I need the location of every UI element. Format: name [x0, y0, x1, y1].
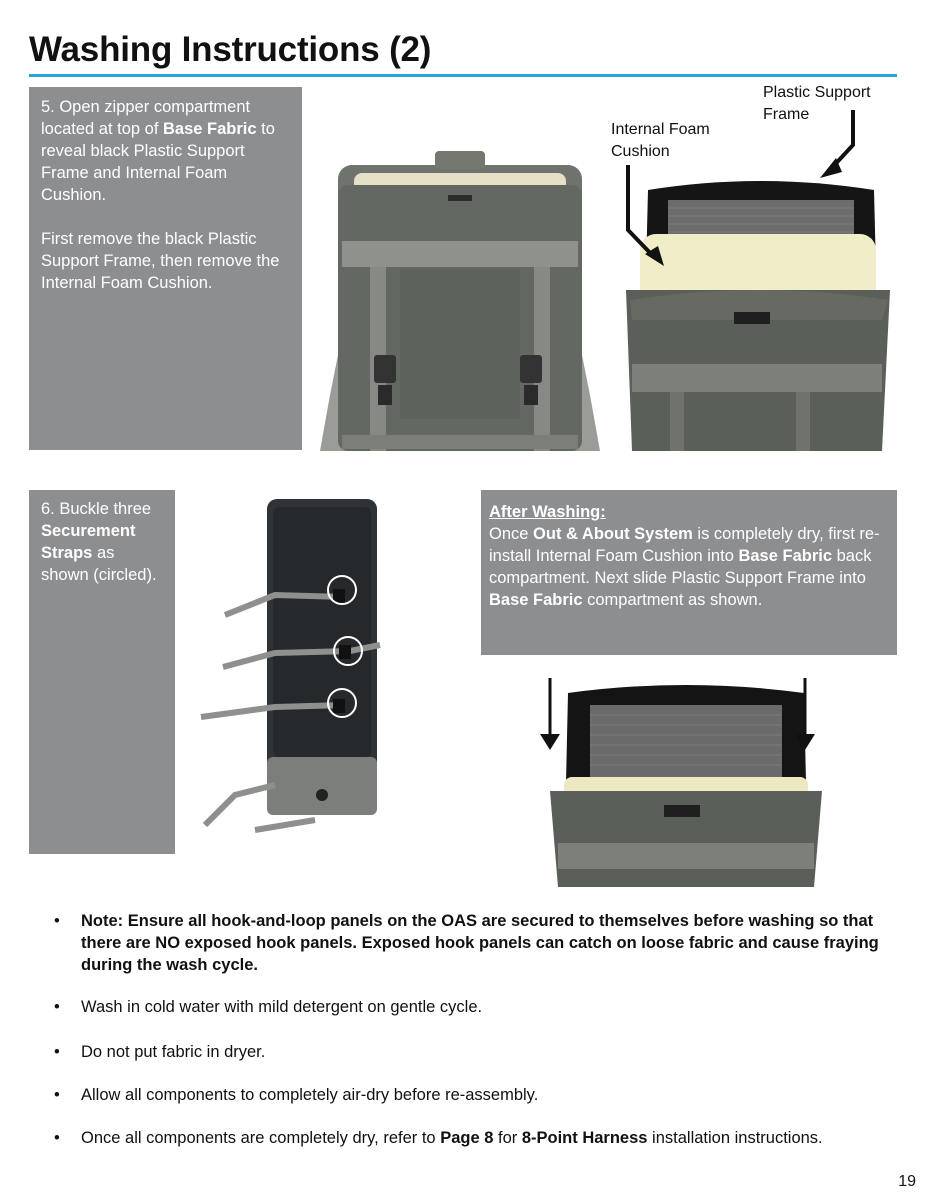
- note-harness-text-1: Once all components are completely dry, refer to: [81, 1129, 441, 1147]
- after-washing-title: After Washing:: [489, 503, 606, 521]
- callout-internal-foam-cushion: Internal Foam Cushion: [611, 121, 710, 160]
- insert-arrows: [536, 676, 821, 756]
- note-harness-page: Page 8: [440, 1129, 494, 1147]
- step6-paragraph: [41, 498, 163, 586]
- note-harness: [81, 1127, 881, 1149]
- page-title: Washing Instructions (2): [29, 30, 432, 69]
- backpack-back-photo: [320, 145, 600, 451]
- callout-plastic-support-frame: Plastic Support Frame: [763, 84, 871, 123]
- page-number: 19: [898, 1173, 916, 1190]
- after-bold-base-fabric-1: Base Fabric: [738, 547, 833, 565]
- note-harness-text-3: installation instructions.: [647, 1129, 823, 1147]
- note-hook-loop: Note: Ensure all hook-and-loop panels on the OAS are secured to themselves before washing so that there are NO exposed hook panels. Exposed hook panels can catch on loose fabric and cause fraying during the wash cycle.: [81, 912, 879, 974]
- after-washing-instructions: [481, 490, 897, 655]
- after-washing-heading: [489, 501, 889, 523]
- step5-text-b: to reveal black Plastic Support Frame and Internal Foam Cushion.: [41, 120, 275, 204]
- securement-straps-photo: [195, 495, 390, 845]
- step5-text-a: 5. Open zipper compartment located at top of: [41, 98, 251, 138]
- step5-instructions: [29, 87, 302, 450]
- step5-paragraph1: [41, 96, 290, 206]
- note-airdry: Allow all components to completely air-dry before re-assembly.: [81, 1086, 539, 1104]
- after-text-3: back compartment. Next slide Plastic Support Frame into: [489, 547, 872, 587]
- step5-base-fabric: Base Fabric: [163, 120, 257, 138]
- after-washing-body: [489, 523, 889, 611]
- after-text-2: is completely dry, first re-install Internal Foam Cushion into: [489, 525, 880, 565]
- note-harness-name: 8-Point Harness: [521, 1129, 648, 1147]
- step5-paragraph2: First remove the black Plastic Support Frame, then remove the Internal Foam Cushion.: [41, 230, 280, 292]
- bullet-dot: •: [54, 1129, 60, 1147]
- title-divider: [29, 74, 897, 77]
- after-text-4: compartment as shown.: [582, 591, 763, 609]
- after-bold-oas: Out & About System: [533, 525, 693, 543]
- step6-securement-straps: Securement Straps: [41, 522, 136, 562]
- bullet-dot: •: [54, 1043, 60, 1061]
- step6-text-b: as shown (circled).: [41, 544, 157, 584]
- bullet-dot: •: [54, 1086, 60, 1104]
- note-dryer: Do not put fabric in dryer.: [81, 1043, 266, 1061]
- bullet-dot: •: [54, 998, 60, 1016]
- after-bold-base-fabric-2: Base Fabric: [489, 591, 583, 609]
- callout-arrows-top: [600, 100, 900, 280]
- step6-text-a: 6. Buckle three: [41, 500, 152, 518]
- step6-instructions: [29, 490, 175, 854]
- after-text-1: Once: [489, 525, 534, 543]
- bullet-dot: •: [54, 912, 60, 930]
- note-harness-text-2: for: [493, 1129, 522, 1147]
- note-wash: Wash in cold water with mild detergent on gentle cycle.: [81, 998, 483, 1016]
